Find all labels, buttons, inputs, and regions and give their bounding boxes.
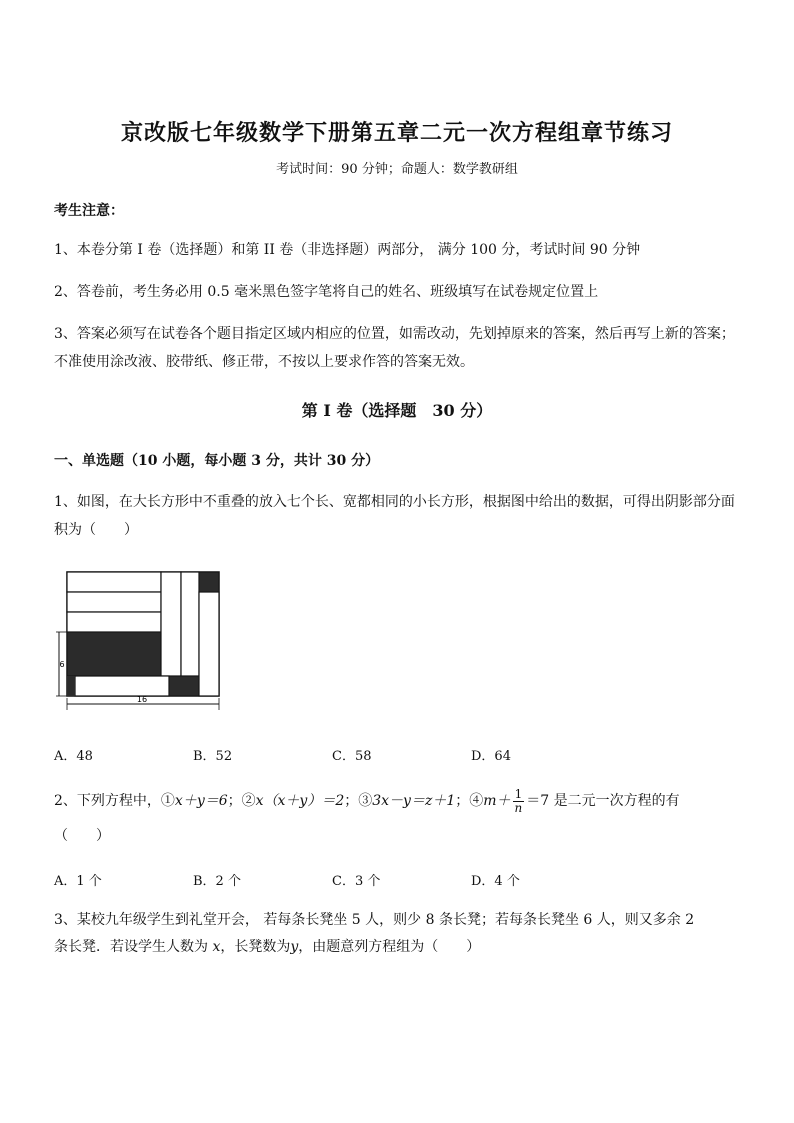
variable-x: x <box>212 939 221 955</box>
fraction: $\frac{1}{n}$ <box>514 786 523 815</box>
small-rectangle-2 <box>67 592 161 612</box>
q1-option-b[interactable]: B．52 <box>193 749 233 764</box>
small-rectangle-5 <box>181 572 199 676</box>
q2-option-b[interactable]: B．2 个 <box>193 874 241 889</box>
question-1-figure <box>56 568 226 714</box>
notice-item-1: 1、本卷分第 I 卷（选择题）和第 II 卷（非选择题）两部分， 满分 100 分，考试时间 90 分钟 <box>54 242 641 258</box>
question-1-stem: 1、如图，在大长方形中不重叠的放入七个长、宽都相同的小长方形，根据图中给出的数据，可得出阴影部分面积为（ ） <box>54 494 735 538</box>
q1-option-a[interactable]: A．48 <box>54 749 93 764</box>
question-2-options <box>54 870 744 889</box>
equation-4-left: m＋ <box>483 793 511 809</box>
q2-option-d[interactable]: D．4 个 <box>471 874 520 889</box>
variable-y: y <box>290 939 299 955</box>
question-2-blank: （ ） <box>54 828 110 844</box>
page-title: 京改版七年级数学下册第五章二元一次方程组章节练习 <box>120 120 673 146</box>
equation-4-right: ＝7 <box>526 793 550 809</box>
small-rectangle-6 <box>199 592 219 696</box>
exam-info: 考试时间：90 分钟；命题人：数学教研组 <box>276 162 518 177</box>
small-rectangle-3 <box>67 612 161 632</box>
question-1-options <box>54 745 744 764</box>
question-3-line-2: 条长凳．若设学生人数为 x，长凳数为y，由题意列方程组为（ ） <box>54 939 481 955</box>
equation-2: x（x＋y）＝2 <box>255 793 345 809</box>
q1-option-c[interactable]: C．58 <box>332 749 372 764</box>
height-label: 6 <box>59 660 65 669</box>
part-heading: 一、单选题（10 小题，每小题 3 分，共计 30 分） <box>54 453 380 469</box>
q2-option-a[interactable]: A．1 个 <box>54 874 102 889</box>
notice-item-3: 3、答案必须写在试卷各个题目指定区域内相应的位置，如需改动，先划掉原来的答案，然后再写上新的答案；不准使用涂改液、胶带纸、修正带，不按以上要求作答的答案无效。 <box>54 326 735 370</box>
small-rectangle-1 <box>67 572 161 592</box>
shaded-region-left <box>67 632 161 676</box>
notice-heading: 考生注意： <box>54 203 124 219</box>
equation-3: 3x－y＝z＋1 <box>372 793 456 809</box>
shaded-region-bottom-right <box>169 676 199 696</box>
shaded-region-top-right <box>199 572 219 592</box>
q1-option-d[interactable]: D．64 <box>471 749 511 764</box>
q2-option-c[interactable]: C．3 个 <box>332 874 381 889</box>
small-rectangle-4 <box>161 572 181 676</box>
equation-1: x＋y＝6 <box>174 793 228 809</box>
question-3-line-1: 3、某校九年级学生到礼堂开会， 若每条长凳坐 5 人，则少 8 条长凳；若每条长凳坐 6 人，则又多余 2 <box>54 912 695 928</box>
small-rectangle-7 <box>75 676 169 696</box>
notice-item-2: 2、答卷前，考生务必用 0.5 毫米黑色签字笔将自己的姓名、班级填写在试卷规定位置上 <box>54 284 599 300</box>
shaded-region-bottom-left <box>67 676 75 696</box>
question-2-stem: 2、下列方程中，①x＋y＝6；②x（x＋y）＝2；③3x－y＝z＋1；④m＋ $\frac{1}{n}$ ＝7 是二元一次方程的有 <box>54 786 680 815</box>
section-title: 第 I 卷（选择题 30 分） <box>301 401 493 420</box>
width-label: 16 <box>136 695 148 704</box>
